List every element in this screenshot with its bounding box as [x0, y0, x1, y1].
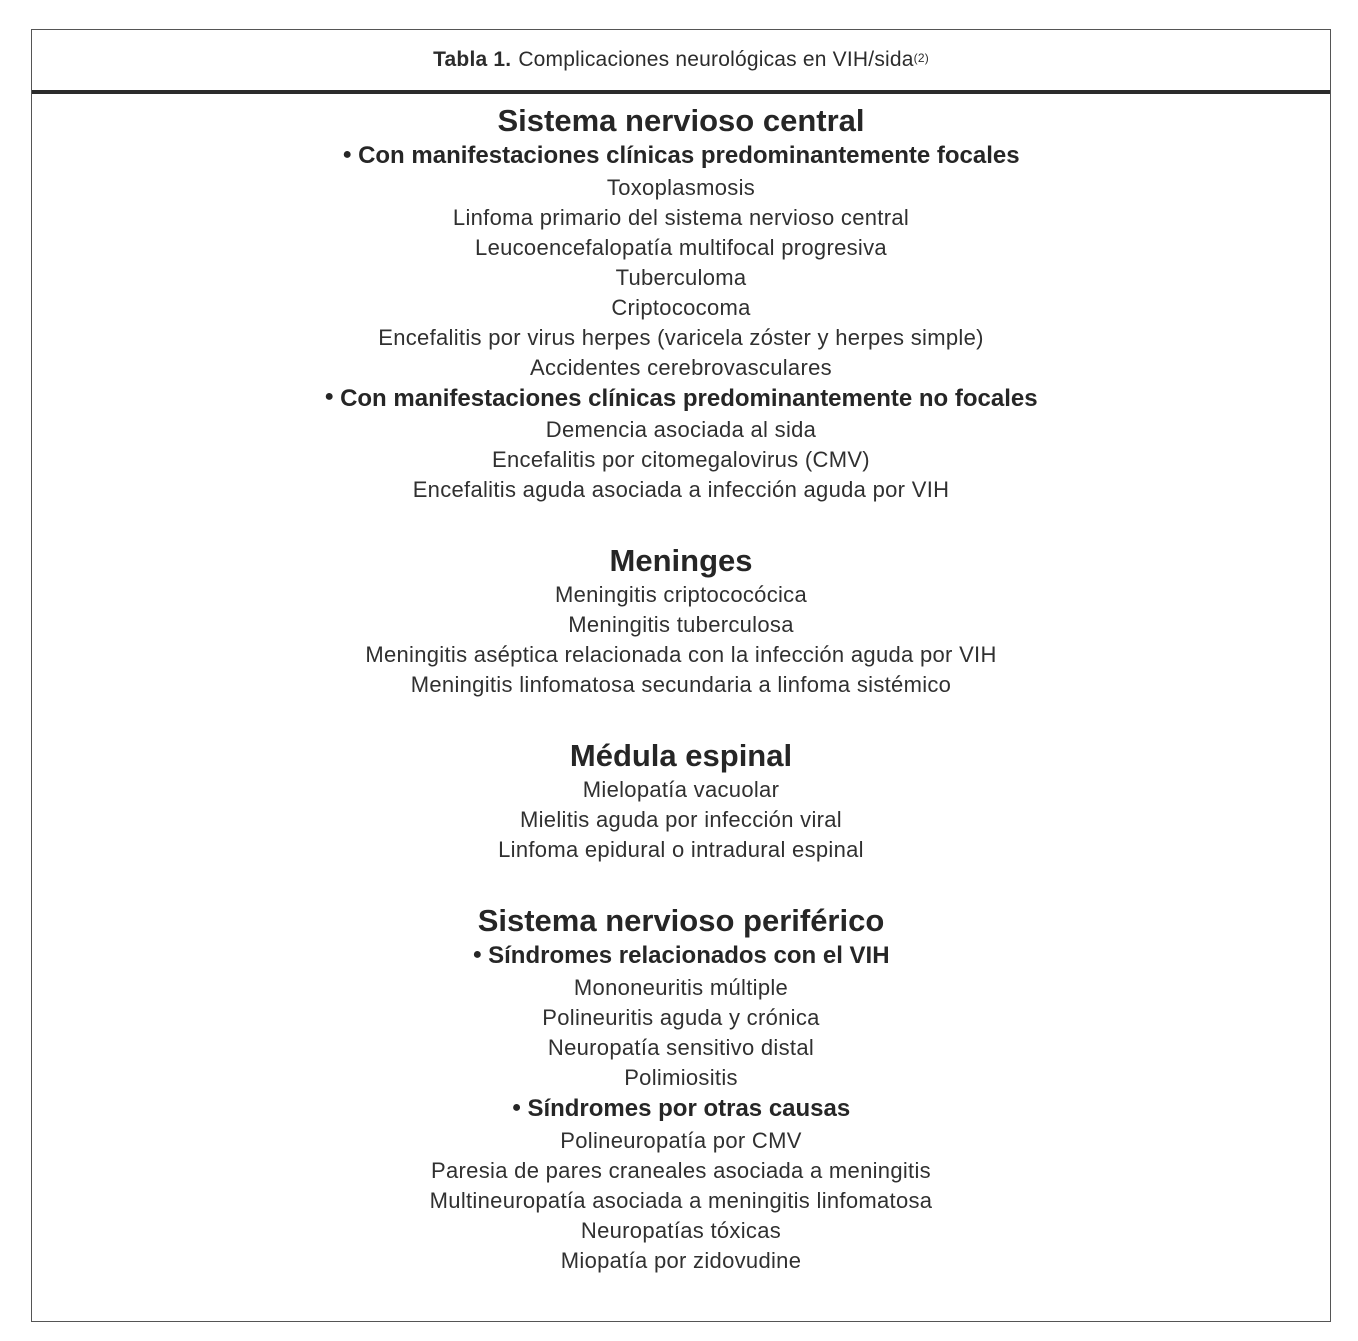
section-meninges	[32, 542, 1330, 700]
list-item: Linfoma primario del sistema nervioso central	[452, 204, 910, 230]
group-title	[32, 940, 1330, 973]
group-title	[32, 1093, 1330, 1126]
table-frame	[31, 29, 1331, 1322]
group-otras-causas	[32, 1093, 1330, 1276]
caption-text: Complicaciones neurológicas en VIH/sida	[518, 48, 914, 71]
list-item: Demencia asociada al sida	[545, 417, 817, 443]
table-caption	[32, 30, 1330, 90]
list-item: Neuropatías tóxicas	[580, 1217, 782, 1243]
group-title-text: Con manifestaciones clínicas predominantemente no focales	[340, 384, 1038, 412]
section-medula-espinal	[32, 737, 1330, 865]
bullet-icon: ●	[511, 1098, 522, 1116]
section-title: Sistema nervioso periférico	[477, 903, 885, 939]
caption-reference: (2)	[913, 51, 929, 65]
section-title: Meninges	[609, 543, 753, 579]
bullet-icon: ●	[472, 945, 483, 963]
group-title-text: Con manifestaciones clínicas predominantemente focales	[358, 142, 1020, 169]
section-title: Sistema nervioso central	[497, 103, 865, 138]
list-item: Linfoma epidural o intradural espinal	[498, 837, 864, 863]
group-focales	[32, 140, 1330, 383]
section-sistema-nervioso-periferico	[32, 902, 1330, 1275]
list-item: Accidentes cerebrovasculares	[530, 354, 832, 380]
group-no-focales	[32, 383, 1330, 506]
group-title	[32, 383, 1330, 416]
group-title-text: Síndromes por otras causas	[527, 1094, 851, 1122]
list-item: Neuropatía sensitivo distal	[547, 1034, 815, 1060]
list-item: Paresia de pares craneales asociada a meningitis	[431, 1157, 931, 1183]
group-title-text: Síndromes relacionados con el VIH	[488, 942, 890, 970]
list-item: Mononeuritis múltiple	[573, 974, 789, 1000]
list-item: Polimiositis	[624, 1064, 738, 1090]
list-item: Meningitis linfomatosa secundaria a linfoma sistémico	[410, 672, 952, 698]
list-item: Miopatía por zidovudine	[560, 1247, 802, 1273]
list-item: Toxoplasmosis	[606, 174, 756, 200]
section-title: Médula espinal	[569, 738, 793, 774]
bullet-icon: ●	[324, 388, 335, 406]
list-item: Encefalitis por virus herpes (varicela zóster y herpes simple)	[378, 324, 984, 350]
list-item: Meningitis aséptica relacionada con la infección aguda por VIH	[365, 642, 997, 668]
caption-label: Tabla 1.	[433, 48, 512, 71]
group-title	[32, 140, 1330, 173]
list-item: Multineuropatía asociada a meningitis linfomatosa	[429, 1187, 933, 1213]
list-item: Mielitis aguda por infección viral	[519, 807, 842, 833]
group-vih	[32, 940, 1330, 1093]
list-item: Mielopatía vacuolar	[582, 777, 780, 803]
list-item: Polineuritis aguda y crónica	[542, 1004, 820, 1030]
list-item: Meningitis criptococócica	[554, 582, 808, 608]
section-sistema-nervioso-central	[32, 102, 1330, 505]
list-item: Leucoencefalopatía multifocal progresiva	[475, 234, 887, 260]
list-item: Tuberculoma	[615, 264, 747, 290]
list-item: Criptococoma	[611, 294, 751, 320]
list-item: Polineuropatía por CMV	[560, 1127, 802, 1153]
table-body	[32, 94, 1330, 1276]
list-item: Meningitis tuberculosa	[568, 612, 794, 638]
bullet-icon: ●	[342, 145, 353, 163]
list-item: Encefalitis aguda asociada a infección aguda por VIH	[412, 477, 950, 503]
list-item: Encefalitis por citomegalovirus (CMV)	[492, 447, 870, 473]
